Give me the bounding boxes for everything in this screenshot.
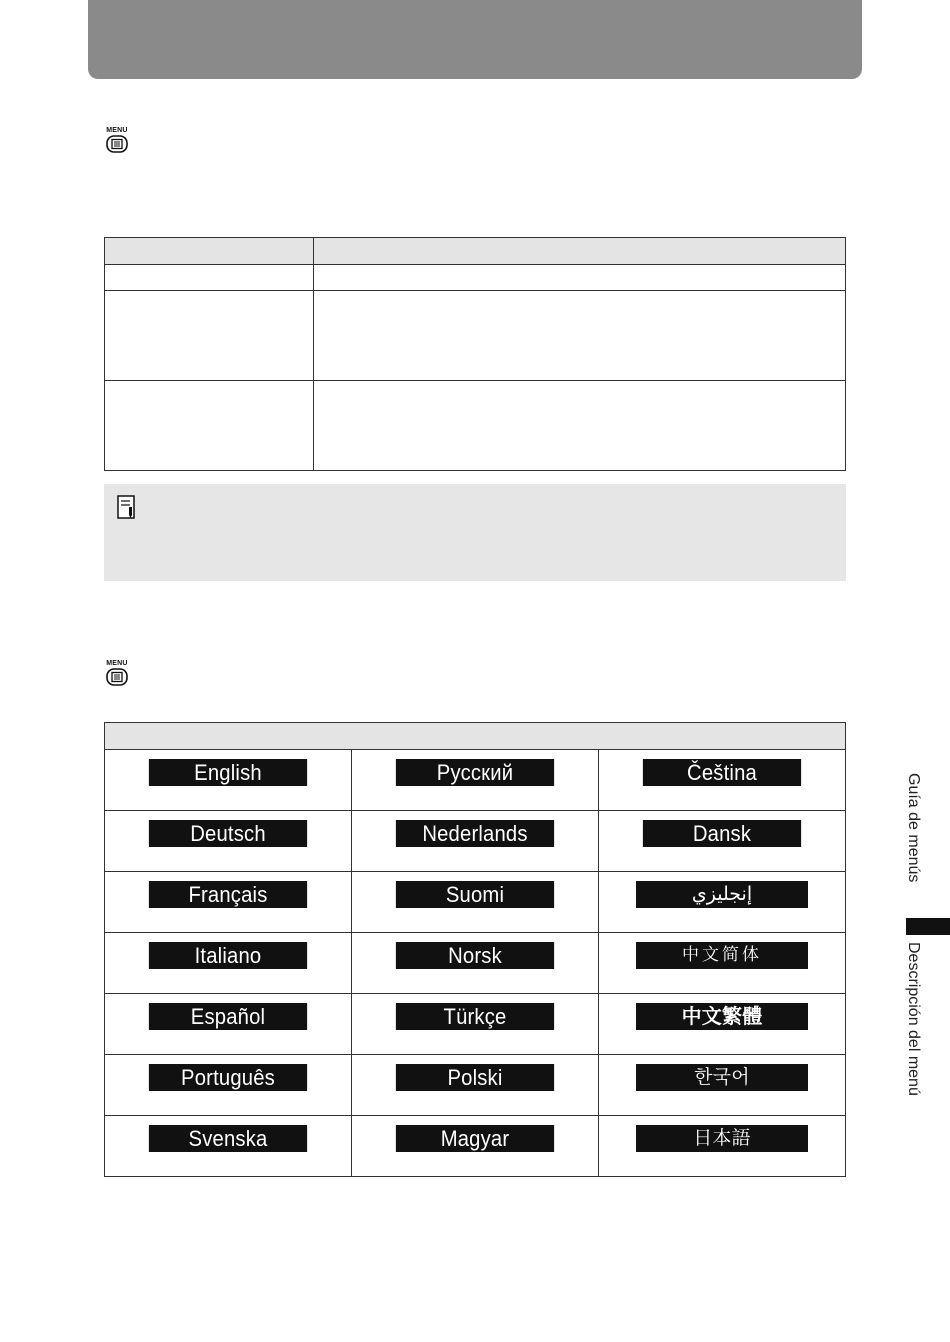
menu-icon-label: MENU [106,127,128,134]
language-row [105,872,846,933]
language-option-russian[interactable]: Русский [396,759,554,786]
language-option-turkish[interactable]: Türkçe [396,1003,554,1030]
language-option-korean[interactable]: 한국어 [636,1064,808,1091]
note-pencil-icon [117,495,137,521]
header-bar [88,0,862,79]
settings-table-header [105,238,846,265]
language-option-portuguese[interactable]: Português [149,1064,307,1091]
settings-table-row [105,291,846,381]
settings-header-cell-1 [105,238,314,265]
language-row [105,811,846,872]
language-option-traditional-chinese[interactable]: 中文繁體 [636,1003,808,1030]
settings-table-row [105,265,846,291]
language-option-german[interactable]: Deutsch [149,820,307,847]
language-option-simplified-chinese[interactable]: 中文简体 [636,942,808,969]
settings-header-cell-2 [314,238,846,265]
side-tab-marker [906,918,950,935]
menu-icon [103,660,131,688]
note-box [104,484,846,581]
settings-table [104,237,846,471]
language-option-japanese[interactable]: 日本語 [636,1125,808,1152]
language-table [104,722,846,1177]
menu-icon-label: MENU [106,660,128,667]
language-option-norwegian[interactable]: Norsk [396,942,554,969]
side-tab-menu-description: Descripción del menú [905,942,922,1096]
language-option-arabic[interactable]: إنجليزي [636,881,808,908]
language-option-dutch[interactable]: Nederlands [396,820,554,847]
menu-button-icon [106,668,128,686]
side-tab-menu-guide: Guía de menús [905,773,922,883]
language-option-finnish[interactable]: Suomi [396,881,554,908]
language-row [105,1055,846,1116]
menu-icon [103,127,131,155]
language-row [105,1116,846,1177]
language-option-czech[interactable]: Čeština [643,759,801,786]
language-option-spanish[interactable]: Español [149,1003,307,1030]
language-option-english[interactable]: English [149,759,307,786]
language-table-header-cell [105,723,846,750]
language-option-hungarian[interactable]: Magyar [396,1125,554,1152]
language-row [105,994,846,1055]
language-table-header [105,723,846,750]
language-row [105,933,846,994]
language-option-danish[interactable]: Dansk [643,820,801,847]
language-option-swedish[interactable]: Svenska [149,1125,307,1152]
language-option-italian[interactable]: Italiano [149,942,307,969]
language-option-french[interactable]: Français [149,881,307,908]
menu-button-icon [106,135,128,153]
language-row [105,750,846,811]
language-option-polish[interactable]: Polski [396,1064,554,1091]
settings-table-row [105,381,846,471]
